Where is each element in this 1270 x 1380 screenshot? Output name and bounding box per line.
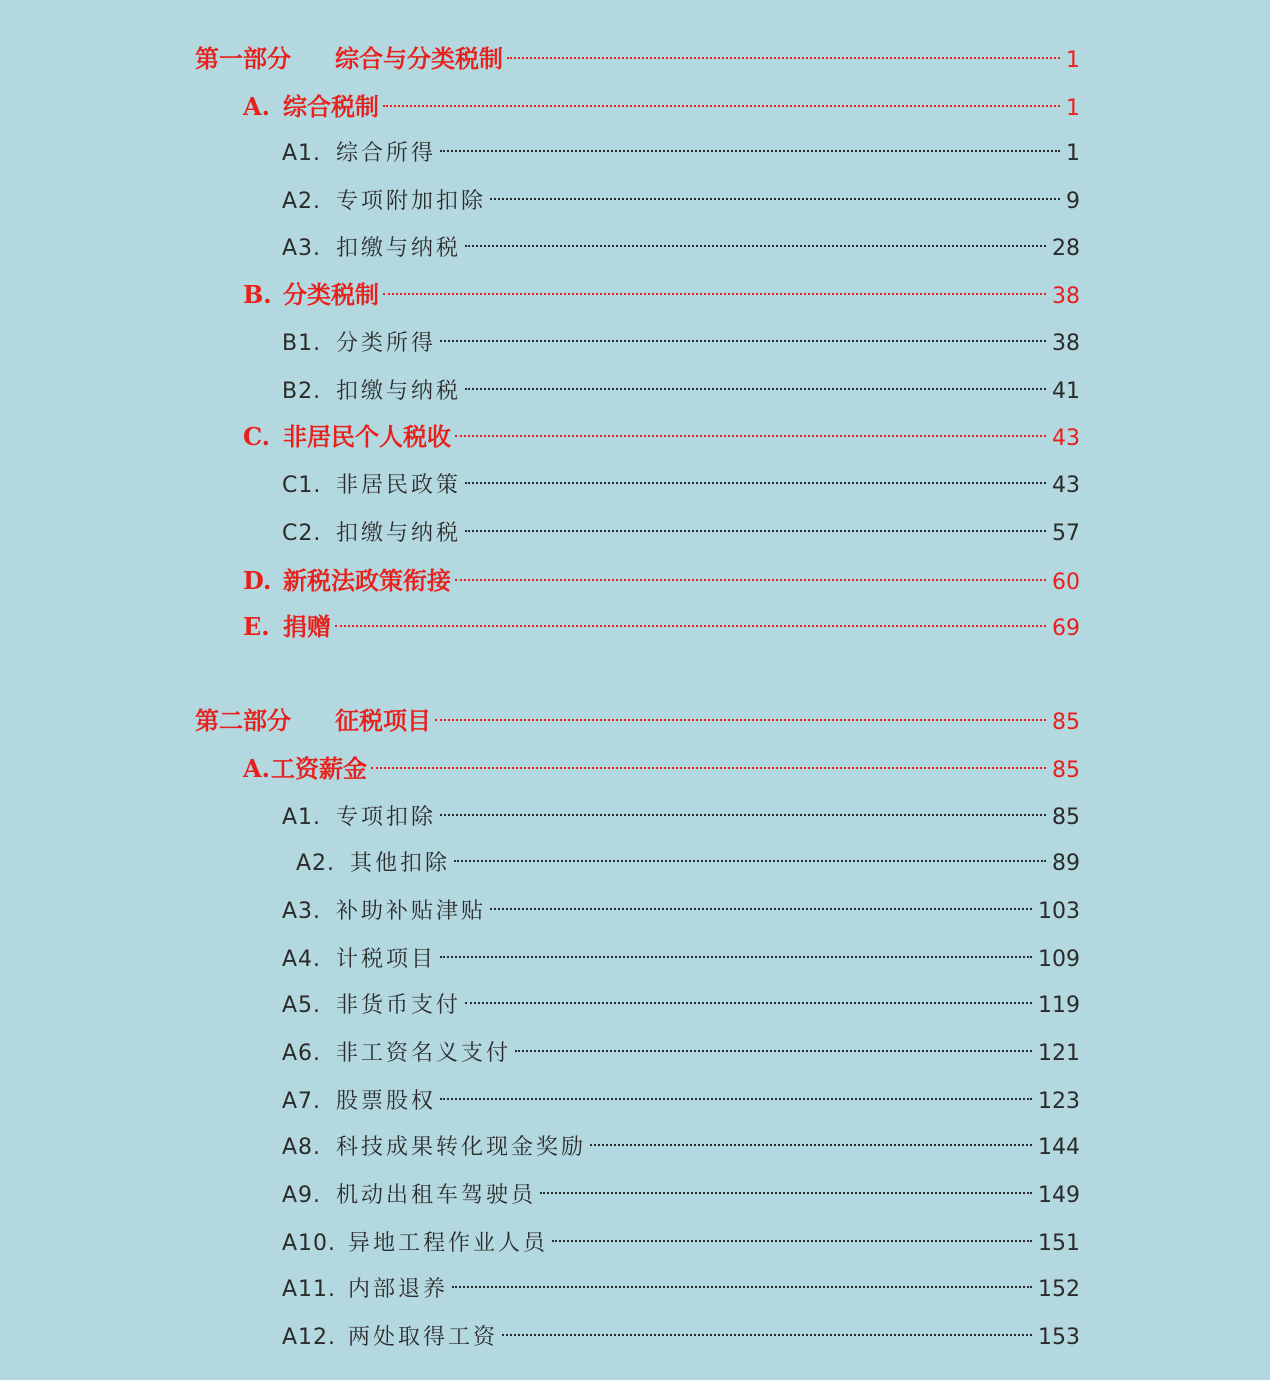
item-title: 内部退养	[348, 1277, 449, 1302]
leader-dots	[371, 767, 1046, 769]
section-title: 综合税制	[283, 92, 379, 121]
leader-dots	[440, 150, 1060, 152]
page-number: 89	[1052, 851, 1080, 876]
section-letter: A.	[243, 754, 270, 783]
leader-dots	[507, 57, 1060, 59]
leader-dots	[440, 340, 1046, 342]
item-number: A1.	[282, 141, 322, 166]
toc-item[interactable]	[282, 1037, 1080, 1071]
item-title: 计税项目	[336, 947, 437, 972]
page-number: 144	[1038, 1135, 1080, 1160]
page-number: 85	[1052, 805, 1080, 830]
item-number: A5.	[282, 993, 322, 1018]
leader-dots	[465, 245, 1046, 247]
item-title: 科技成果转化现金奖励	[336, 1135, 587, 1160]
page-number: 28	[1052, 236, 1080, 261]
item-number: A1.	[282, 805, 322, 830]
item-number: A4.	[282, 947, 322, 972]
toc-item[interactable]	[282, 1131, 1080, 1165]
item-title: 扣缴与纳税	[336, 236, 462, 261]
toc-item[interactable]	[282, 943, 1080, 977]
toc-section[interactable]	[243, 610, 1080, 644]
leader-dots	[515, 1050, 1032, 1052]
toc-item[interactable]	[282, 1227, 1080, 1261]
page-number: 123	[1038, 1089, 1080, 1114]
leader-dots	[540, 1192, 1032, 1194]
part-title: 综合与分类税制	[335, 44, 503, 73]
toc-item[interactable]	[282, 469, 1080, 503]
item-number: A12.	[282, 1325, 337, 1350]
leader-dots	[490, 198, 1060, 200]
section-title: 分类税制	[283, 280, 379, 309]
item-title: 非居民政策	[336, 473, 462, 498]
page-number: 43	[1052, 426, 1080, 451]
page-number: 38	[1052, 284, 1080, 309]
item-title: 异地工程作业人员	[348, 1231, 549, 1256]
item-number: C2.	[282, 521, 322, 546]
item-number: C1.	[282, 473, 322, 498]
toc-section[interactable]	[243, 90, 1080, 124]
item-title: 综合所得	[336, 141, 437, 166]
item-title: 两处取得工资	[348, 1325, 499, 1350]
item-title: 分类所得	[336, 331, 437, 356]
page-number: 1	[1066, 96, 1080, 121]
toc-section[interactable]	[243, 752, 1080, 786]
toc-section[interactable]	[243, 420, 1080, 454]
page-number: 85	[1052, 758, 1080, 783]
section-title: 新税法政策衔接	[283, 566, 451, 595]
toc-item[interactable]	[282, 137, 1080, 171]
part-number: 第一部分	[195, 44, 291, 73]
item-number: A3.	[282, 899, 322, 924]
leader-dots	[335, 625, 1046, 627]
toc-part-heading[interactable]	[195, 704, 1080, 738]
page-number: 85	[1052, 710, 1080, 735]
leader-dots	[502, 1334, 1032, 1336]
toc-item[interactable]	[296, 847, 1080, 881]
page-number: 1	[1066, 48, 1080, 73]
item-number: A2.	[282, 189, 322, 214]
leader-dots	[452, 1286, 1032, 1288]
page-number: 38	[1052, 331, 1080, 356]
leader-dots	[440, 814, 1046, 816]
leader-dots	[435, 719, 1046, 721]
toc-item[interactable]	[282, 375, 1080, 409]
item-number: A3.	[282, 236, 322, 261]
leader-dots	[383, 105, 1060, 107]
page-number: 121	[1038, 1041, 1080, 1066]
toc-item[interactable]	[282, 517, 1080, 551]
toc-item[interactable]	[282, 989, 1080, 1023]
toc-item[interactable]	[282, 1179, 1080, 1213]
leader-dots	[465, 482, 1046, 484]
toc-item[interactable]	[282, 1321, 1080, 1355]
item-title: 机动出租车驾驶员	[336, 1183, 537, 1208]
page-number: 41	[1052, 379, 1080, 404]
part-number: 第二部分	[195, 706, 291, 735]
page-number: 153	[1038, 1325, 1080, 1350]
item-title: 非工资名义支付	[336, 1041, 512, 1066]
leader-dots	[440, 956, 1032, 958]
section-letter: A.	[243, 92, 270, 121]
leader-dots	[454, 860, 1046, 862]
item-number: A7.	[282, 1089, 322, 1114]
item-title: 非货币支付	[336, 993, 462, 1018]
leader-dots	[465, 1002, 1032, 1004]
item-number: B2.	[282, 379, 322, 404]
item-title: 专项扣除	[336, 805, 437, 830]
toc-item[interactable]	[282, 801, 1080, 835]
toc-item[interactable]	[282, 232, 1080, 266]
toc-section[interactable]	[243, 278, 1080, 312]
page-number: 1	[1066, 141, 1080, 166]
page-number: 60	[1052, 570, 1080, 595]
leader-dots	[440, 1098, 1032, 1100]
toc-part-heading[interactable]	[195, 42, 1080, 76]
section-letter: E.	[243, 612, 270, 641]
section-letter: D.	[243, 566, 272, 595]
item-number: A8.	[282, 1135, 322, 1160]
page-number: 57	[1052, 521, 1080, 546]
section-title: 工资薪金	[271, 754, 367, 783]
leader-dots	[590, 1144, 1032, 1146]
toc-item[interactable]	[282, 1085, 1080, 1119]
toc-item[interactable]	[282, 327, 1080, 361]
toc-item[interactable]	[282, 1273, 1080, 1307]
page-number: 69	[1052, 616, 1080, 641]
item-title: 扣缴与纳税	[336, 379, 462, 404]
page-number: 9	[1066, 189, 1080, 214]
section-letter: B.	[243, 280, 272, 309]
item-title: 补助补贴津贴	[336, 899, 487, 924]
leader-dots	[465, 530, 1046, 532]
part-title: 征税项目	[335, 706, 431, 735]
item-number: A2.	[296, 851, 336, 876]
toc-section[interactable]	[243, 564, 1080, 598]
leader-dots	[455, 579, 1046, 581]
leader-dots	[552, 1240, 1032, 1242]
section-title: 捐赠	[283, 612, 331, 641]
item-number: A10.	[282, 1231, 337, 1256]
section-title: 非居民个人税收	[283, 422, 451, 451]
leader-dots	[455, 435, 1046, 437]
leader-dots	[465, 388, 1046, 390]
page-number: 149	[1038, 1183, 1080, 1208]
page-number: 152	[1038, 1277, 1080, 1302]
item-number: A9.	[282, 1183, 322, 1208]
page-number: 151	[1038, 1231, 1080, 1256]
toc-item[interactable]	[282, 185, 1080, 219]
page-number: 119	[1038, 993, 1080, 1018]
item-title: 扣缴与纳税	[336, 521, 462, 546]
leader-dots	[490, 908, 1032, 910]
item-title: 专项附加扣除	[336, 189, 487, 214]
leader-dots	[383, 293, 1046, 295]
item-title: 其他扣除	[350, 851, 451, 876]
page-number: 103	[1038, 899, 1080, 924]
toc-item[interactable]	[282, 895, 1080, 929]
item-number: A6.	[282, 1041, 322, 1066]
item-number: B1.	[282, 331, 322, 356]
section-letter: C.	[243, 422, 271, 451]
item-number: A11.	[282, 1277, 337, 1302]
item-title: 股票股权	[336, 1089, 437, 1114]
page-number: 109	[1038, 947, 1080, 972]
page-number: 43	[1052, 473, 1080, 498]
